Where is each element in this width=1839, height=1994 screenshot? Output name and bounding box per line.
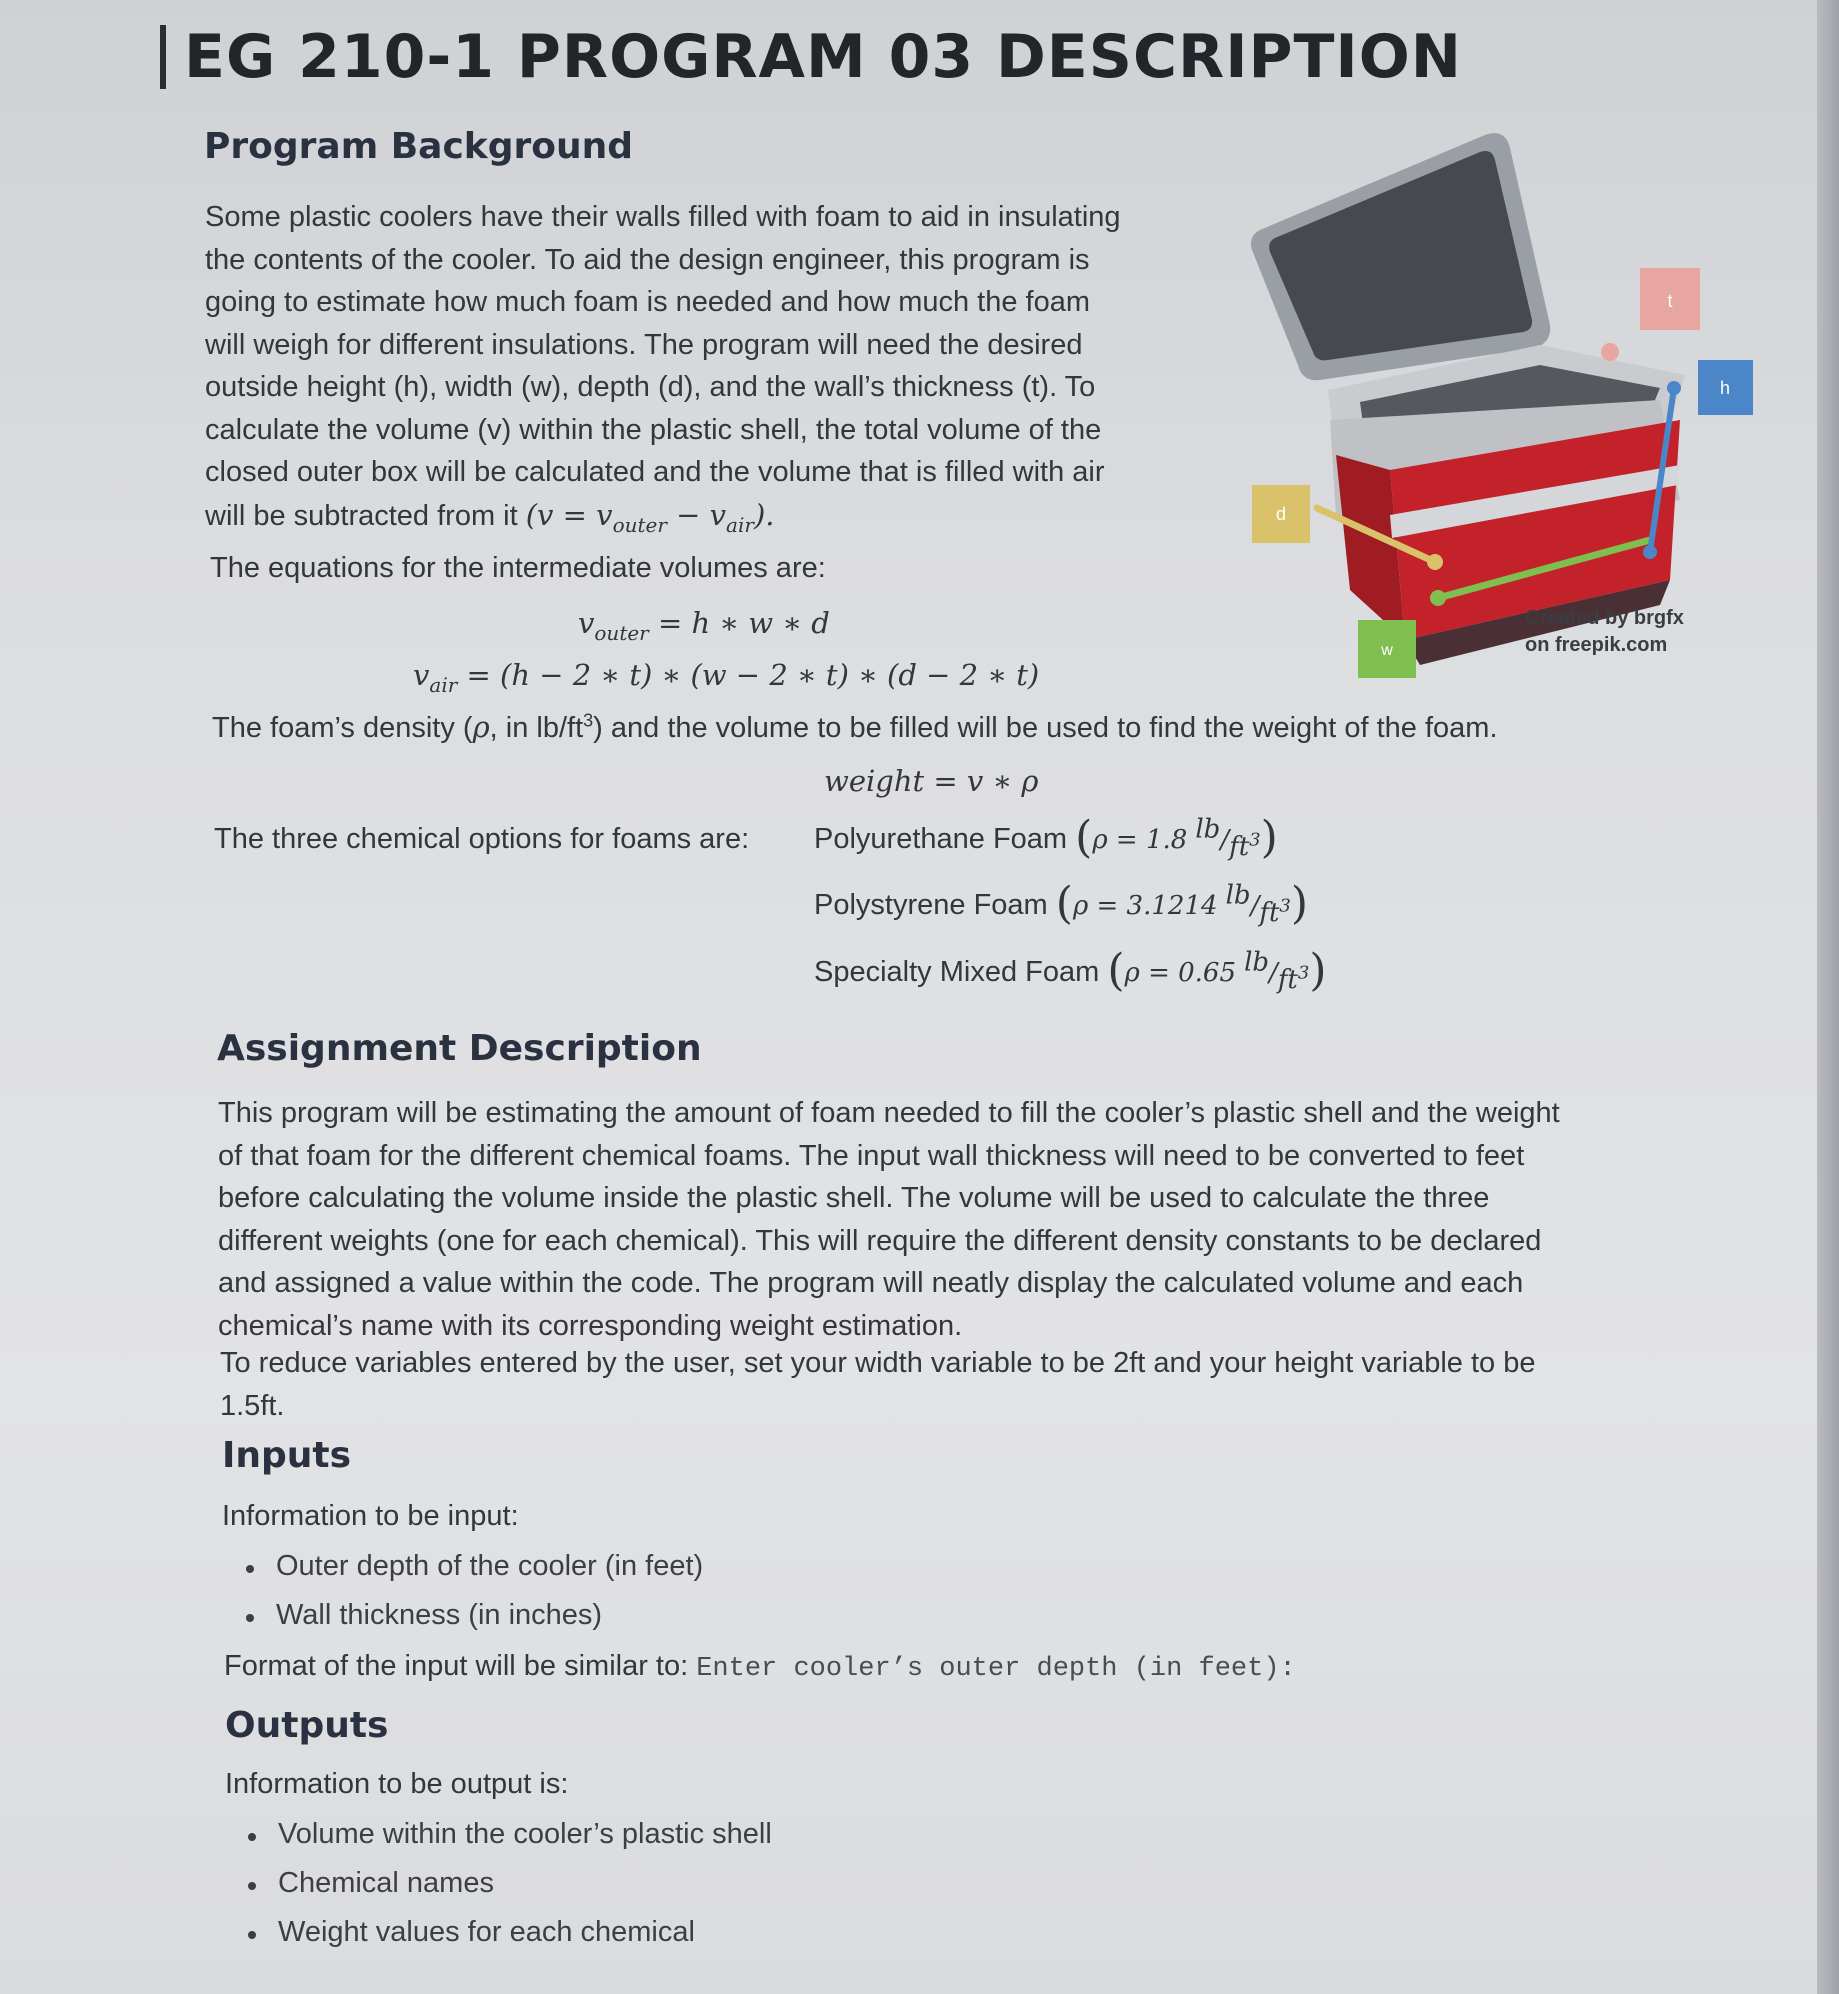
intermediate-label: The equations for the intermediate volumes are:: [210, 552, 826, 584]
heading-outputs: Outputs: [225, 1705, 389, 1746]
weight-equation: weight = v ∗ ρ: [824, 764, 1039, 798]
label-h: h: [1719, 378, 1731, 398]
list-item: Weight values for each chemical: [246, 1916, 772, 1965]
paragraph-line: calculate the volume (v) within the plastic shell, the total volume of the: [205, 413, 1102, 446]
paragraph-line: before calculating the volume inside the plastic shell. The volume will be used to calculate the three: [218, 1182, 1490, 1214]
heading-assignment-description: Assignment Description: [217, 1028, 702, 1069]
thickness-marker: [1601, 343, 1619, 361]
list-item: Outer depth of the cooler (in feet): [244, 1550, 703, 1599]
outputs-list: [246, 1818, 772, 1965]
paragraph-line: will weigh for different insulations. The program will need the desired: [205, 328, 1083, 361]
paragraph-line: the contents of the cooler. To aid the design engineer, this program is: [205, 243, 1090, 276]
label-w: w: [1381, 642, 1393, 659]
paragraph-line: Some plastic coolers have their walls filled with foam to aid in insulating: [205, 201, 1121, 233]
height-endpoint-bottom: [1643, 545, 1657, 559]
paragraph-line: 1.5ft.: [220, 1389, 285, 1422]
width-endpoint: [1430, 590, 1446, 606]
paragraph-line: different weights (one for each chemical). This will require the different density constants to be declared: [218, 1224, 1542, 1257]
inline-volume-equation: $(v = v_{outer} - v_{air})$.: [525, 497, 775, 537]
title-marker: [160, 25, 166, 89]
input-format-code: Enter cooler’s outer depth (in feet):: [696, 1654, 1296, 1684]
equation-v-outer: $v_{outer} = h$ ∗ w ∗ d: [578, 606, 830, 645]
cooler-diagram: [1240, 120, 1760, 680]
page-title-wrap: [160, 22, 1462, 92]
paragraph-line-with-equation: will be subtracted from it $(v = v_{outer} - v_{air})$.: [205, 497, 775, 537]
outputs-intro: Information to be output is:: [225, 1768, 569, 1800]
height-endpoint-top: [1667, 381, 1681, 395]
list-item: Chemical names: [246, 1867, 772, 1916]
assignment-paragraph: [218, 1092, 1638, 1347]
density-sentence: The foam’s density (ρ, in $lb/ft^3$) and the volume to be filled will be used to find the weight of the foam.: [212, 710, 1498, 744]
paragraph-line: To reduce variables entered by the user, set your width variable to be 2ft and your height variable to be: [220, 1347, 1536, 1379]
list-item: Wall thickness (in inches): [244, 1599, 703, 1648]
foam-option-specialty-mixed: Specialty Mixed Foam (ρ = 0.65 $^{lb}/_{ft^3}$): [814, 945, 1327, 996]
label-d: d: [1275, 504, 1287, 524]
paragraph-line: closed outer box will be calculated and the volume that is filled with air: [205, 456, 1105, 488]
label-t: t: [1667, 291, 1673, 311]
image-credit: Created by brgfx on freepik.com: [1525, 607, 1684, 656]
paragraph-line: and assigned a value within the code. The program will neatly display the calculated volume and each: [218, 1267, 1524, 1299]
paragraph-line: of that foam for the different chemical foams. The input wall thickness will need to be converted to feet: [218, 1139, 1525, 1172]
list-item: Volume within the cooler’s plastic shell: [246, 1818, 772, 1867]
background-paragraph: [205, 196, 1205, 546]
page-title: EG 210-1 PROGRAM 03 DESCRIPTION: [184, 22, 1462, 92]
foam-options-label: The three chemical options for foams are:: [214, 823, 750, 855]
depth-endpoint: [1427, 554, 1443, 570]
paragraph-line: going to estimate how much foam is needed and how much the foam: [205, 286, 1091, 318]
equation-v-air: $v_{air} = (h - 2$ ∗ t) ∗ (w − 2 ∗ t) ∗ (d − 2 ∗ t): [413, 658, 1040, 697]
reduce-variables-paragraph: [220, 1342, 1640, 1427]
paragraph-line: This program will be estimating the amount of foam needed to fill the cooler’s plastic shell and the weight: [218, 1097, 1560, 1129]
paragraph-line: chemical’s name with its corresponding weight estimation.: [218, 1309, 963, 1342]
inputs-list: [244, 1550, 703, 1648]
heading-inputs: Inputs: [222, 1435, 352, 1476]
heading-program-background: Program Background: [204, 126, 634, 167]
foam-option-polyurethane: Polyurethane Foam (ρ = 1.8 $^{lb}/_{ft^3}$): [814, 812, 1278, 863]
cooler-lid: [1251, 133, 1550, 380]
inputs-intro: Information to be input:: [222, 1500, 519, 1532]
page-edge: [1817, 0, 1839, 1994]
input-format-line: Format of the input will be similar to: Enter cooler’s outer depth (in feet):: [224, 1650, 1296, 1684]
paragraph-line: outside height (h), width (w), depth (d), and the wall’s thickness (t). To: [205, 371, 1096, 403]
foam-option-polystyrene: Polystyrene Foam (ρ = 3.1214 $^{lb}/_{ft^3}$): [814, 878, 1309, 929]
